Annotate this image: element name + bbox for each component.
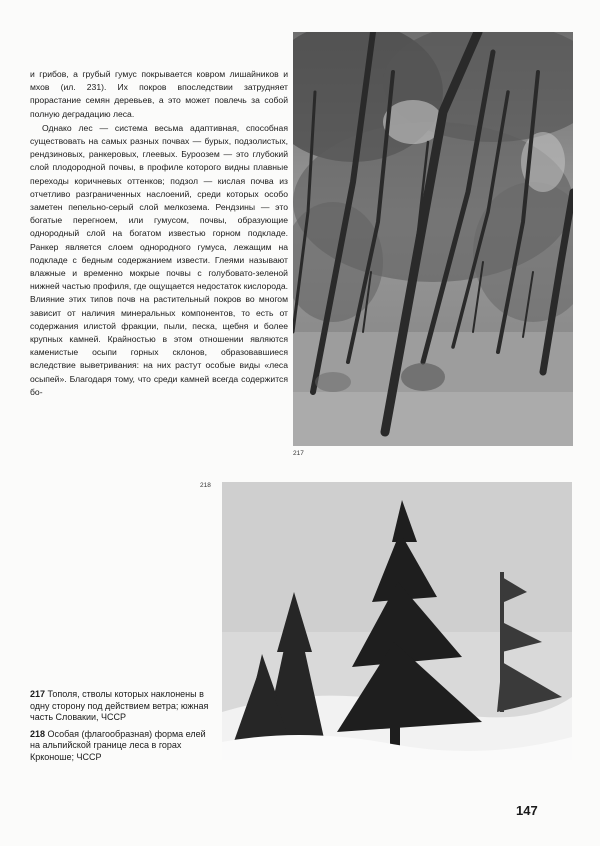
figure-number-217: 217 xyxy=(293,450,304,457)
figure-number-218: 218 xyxy=(200,482,211,489)
caption-text: Особая (флагообразная) форма елей на альпийской границе леса в горах Крконоше; ЧССР xyxy=(30,728,206,762)
paragraph: Однако лес — система весьма адаптивная, способная существовать на самых разных почвах — бурых, подзолистых, рендзиновых, ранкеровых, глеевых. Буроозем — это глубокий слой плодородной почвы, в профиле которого видны плавные переходы коричневых оттенков; подзол — кислая почва из отчетливо разграниченных наслоений, среди которых особо заметен пепельно-серый слой мелкозема. Рендзины — это богатые перегноем, или гумусом, почвы, образующие однородный слой на богатом известью горном подкладе. Ранкер является слоем однородного гумуса, лежащим на подкладе с бедным содержанием извести. Глеями называют влажные и временно мокрые почвы с голубовато-зеленой нижней частью профиля, где ощущается недостаток кислорода. Влияние этих типов почв на растительный покров во многом зависит от наличия минеральных компонентов, то есть от содержания илистой фракции, пыли, песка, щебня и более крупных камней. Крайностью в этом отношении являются каменистые осыпи горных склонов, образовавшиеся вследствие выветривания: на них растут особые виды «леса осыпей». Благодаря тому, что среди камней всегда содержится бо- xyxy=(30,122,288,397)
caption-number: 217 xyxy=(30,689,46,699)
page-number: 147 xyxy=(516,803,538,818)
photo-spruces xyxy=(222,482,572,760)
body-text-column xyxy=(30,68,288,399)
photo-poplars xyxy=(293,32,573,446)
figure-captions xyxy=(30,689,210,763)
caption-217 xyxy=(30,689,210,724)
caption-text: Тополя, стволы которых наклонены в одну сторону под действием ветра; южная часть Словакии, ЧССР xyxy=(30,689,209,722)
caption-number: 218 xyxy=(30,728,46,739)
caption-218 xyxy=(30,729,210,764)
paragraph: и грибов, а грубый гумус покрывается ковром лишайников и мхов (ил. 231). Их покров впоследствии затрудняет прорастание семян деревьев, а это может повлечь за собой полную деградацию леса. xyxy=(30,69,288,119)
